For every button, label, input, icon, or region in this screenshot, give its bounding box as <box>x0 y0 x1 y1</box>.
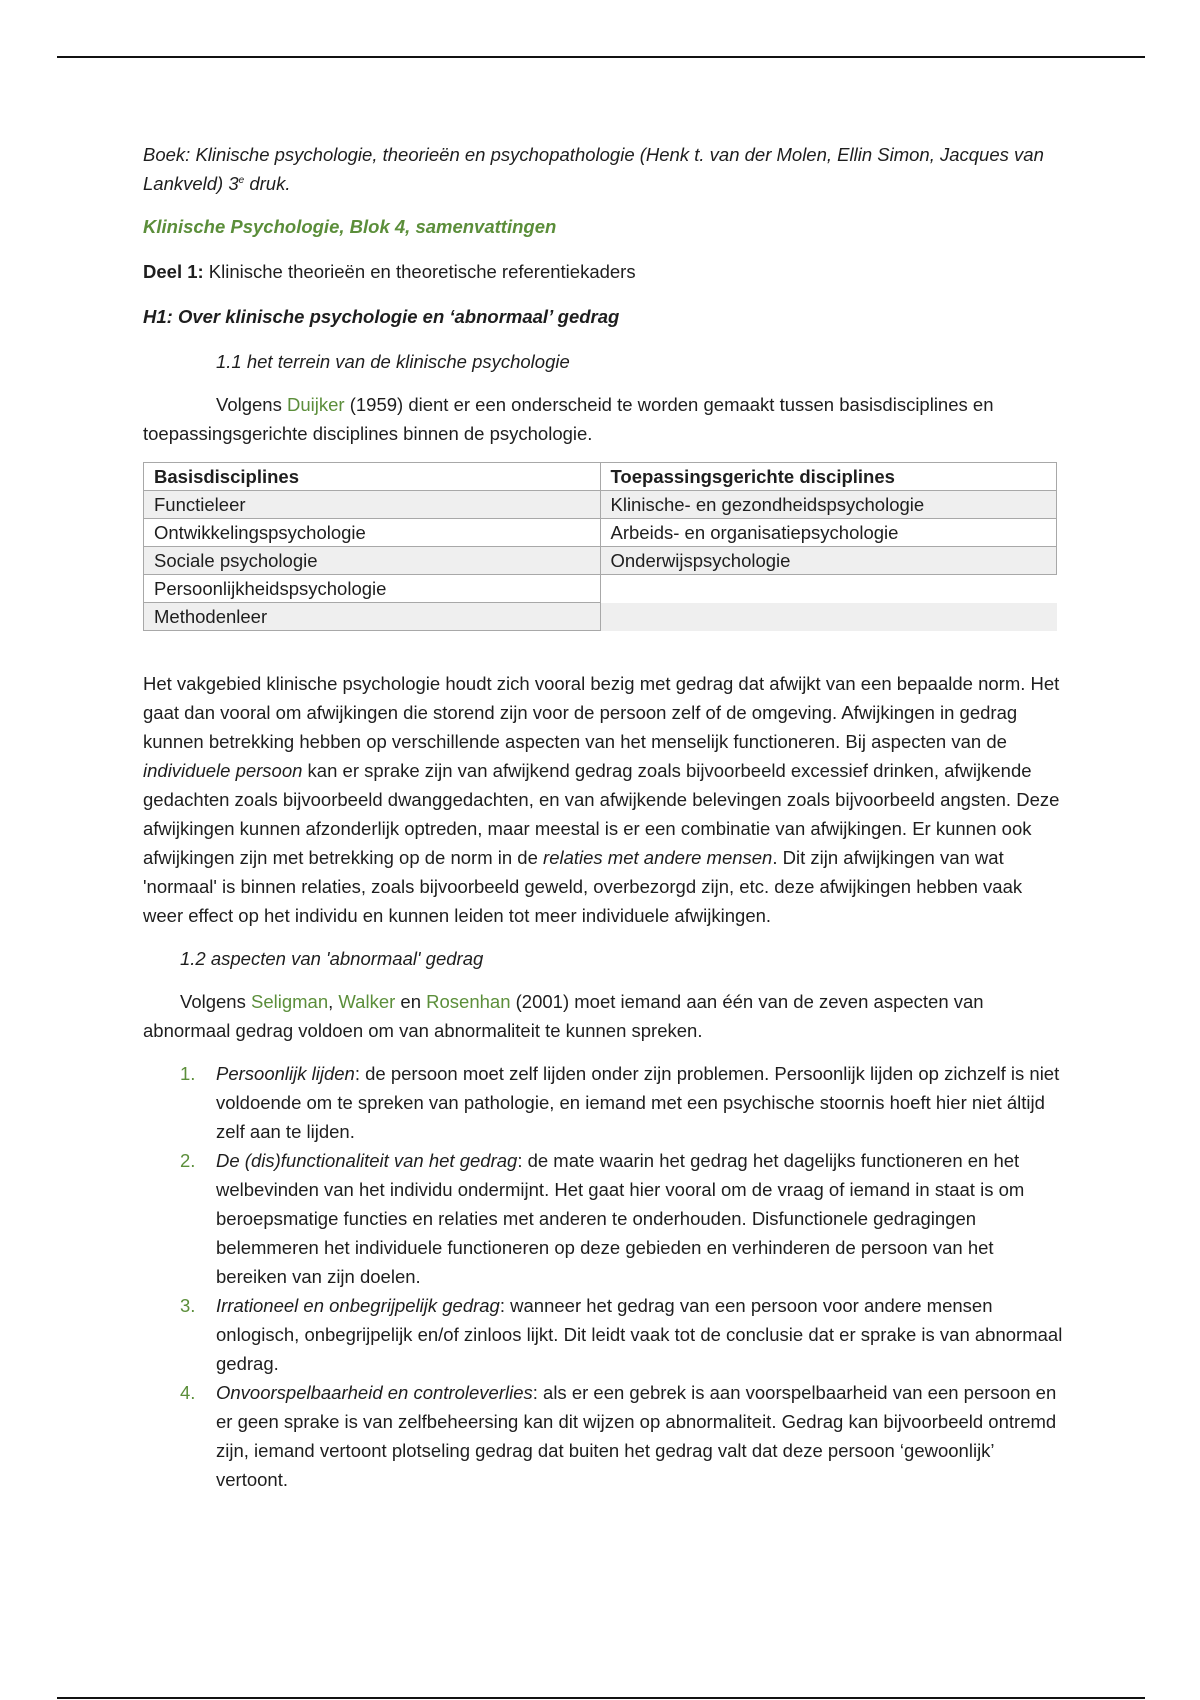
aspect-term: Onvoorspelbaarheid en controleverlies <box>216 1382 533 1403</box>
table-cell: Persoonlijkheidspsychologie <box>144 575 601 603</box>
table-cell-empty <box>600 575 1057 603</box>
section-1-2-title: 1.2 aspecten van 'abnormaal' gedrag <box>180 948 484 969</box>
table-row <box>144 547 1057 575</box>
author-seligman: Seligman <box>250 991 329 1012</box>
list-number: 3. <box>180 1295 196 1316</box>
list-number: 2. <box>180 1150 196 1171</box>
part-text: Klinische theorieën en theoretische referentiekaders <box>203 261 636 282</box>
section-1-1-intro: Volgens Duijker (1959) dient er een onderscheid te worden gemaakt tussen basisdisciplines en toepassingsgerichte disciplines binnen de psychologie. <box>143 394 994 444</box>
table-cell: Sociale psychologie <box>144 547 601 575</box>
table-row <box>144 603 1057 631</box>
table-header-cell: Basisdisciplines <box>144 463 601 491</box>
table-row <box>144 491 1057 519</box>
table-cell: Arbeids- en organisatiepsychologie <box>600 519 1057 547</box>
aspect-term: Persoonlijk lijden <box>216 1063 355 1084</box>
table-cell: Onderwijspsychologie <box>600 547 1057 575</box>
table-cell: Ontwikkelingspsychologie <box>144 519 601 547</box>
list-number: 4. <box>180 1382 196 1403</box>
aspects-list <box>143 1059 1063 1494</box>
part-heading <box>143 257 1063 286</box>
emphasis-relations: relaties met andere mensen <box>543 847 773 868</box>
section-1-2-intro: Volgens Seligman, Walker en Rosenhan (2001) moet iemand aan één van de zeven aspecten van abnormaal gedrag voldoen om van abnormaliteit te kunnen spreken. <box>143 991 984 1041</box>
part-label: Deel 1: <box>143 261 204 282</box>
list-item: 4. Onvoorspelbaarheid en controleverlies: als er een gebrek is aan voorspelbaarheid van een persoon en er geen sprake is van zelfbeheersing kan dit wijzen op abnormaliteit. Gedrag kan bijvoorbeeld ontremd zijn, iemand vertoont plotseling gedrag dat buiten het gedrag valt dat deze persoon ‘gewoonlijk’ vertoont. <box>143 1378 1063 1494</box>
table-cell-empty <box>600 603 1057 631</box>
list-number: 1. <box>180 1063 196 1084</box>
header-rule <box>57 56 1145 58</box>
table-row <box>144 575 1057 603</box>
footer-rule <box>57 1697 1145 1699</box>
table-cell: Methodenleer <box>144 603 601 631</box>
emphasis-individual: individuele persoon <box>143 760 303 781</box>
author-duijker: Duijker <box>286 394 345 415</box>
disciplines-table <box>143 462 1057 631</box>
table-cell: Functieleer <box>144 491 601 519</box>
body-paragraph: Het vakgebied klinische psychologie houdt zich vooral bezig met gedrag dat afwijkt van een bepaalde norm. Het gaat dan vooral om afwijkingen die storend zijn voor de persoon zelf of de omgeving. Afwijkingen in gedrag kunnen betrekking hebben op verschillende aspecten van het menselijk functioneren. Bij aspecten van de individuele persoon kan er sprake zijn van afwijkend gedrag zoals bijvoorbeeld excessief drinken, afwijkende gedachten zoals bijvoorbeeld dwanggedachten, en van afwijkende belevingen zoals bijvoorbeeld angsten. Deze afwijkingen kunnen afzonderlijk optreden, maar meestal is er een combinatie van afwijkingen. Er kunnen ook afwijkingen zijn met betrekking op de norm in de relaties met andere mensen. Dit zijn afwijkingen van wat 'normaal' is binnen relaties, zoals bijvoorbeeld geweld, overbezorgd zijn, etc. deze afwijkingen hebben vaak weer effect op het individu en kunnen leiden tot meer individuele afwijkingen. <box>143 673 1060 926</box>
author-rosenhan: Rosenhan <box>426 991 511 1012</box>
course-title: Klinische Psychologie, Blok 4, samenvattingen <box>143 216 557 237</box>
table-cell: Klinische- en gezondheidspsychologie <box>600 491 1057 519</box>
section-1-1-title: 1.1 het terrein van de klinische psychologie <box>216 351 570 372</box>
book-reference: Boek: Klinische psychologie, theorieën en psychopathologie (Henk t. van der Molen, Ellin Simon, Jacques van Lankveld) 3e druk. <box>143 144 1044 194</box>
edition-superscript: e <box>238 174 245 186</box>
author-walker: Walker <box>338 991 396 1012</box>
table-header-cell: Toepassingsgerichte disciplines <box>600 463 1057 491</box>
document-body <box>143 140 1063 1494</box>
aspect-term: De (dis)functionaliteit van het gedrag <box>216 1150 518 1171</box>
list-item: 2. De (dis)functionaliteit van het gedrag: de mate waarin het gedrag het dagelijks functioneren en het welbevinden van het individu ondermijnt. Het gaat hier vooral om de vraag of iemand in staat is om beroepsmatige functies en relaties met anderen te onderhouden. Disfunctionele gedragingen belemmeren het individuele functioneren op deze gebieden en verhinderen de persoon van het bereiken van zijn doelen. <box>143 1146 1063 1291</box>
list-item: 3. Irrationeel en onbegrijpelijk gedrag: wanneer het gedrag van een persoon voor andere mensen onlogisch, onbegrijpelijk en/of zinloos lijkt. Dit leidt vaak tot de conclusie dat er sprake is van abnormaal gedrag. <box>143 1291 1063 1378</box>
table-row <box>144 519 1057 547</box>
table-header-row <box>144 463 1057 491</box>
chapter-title: H1: Over klinische psychologie en ‘abnormaal’ gedrag <box>143 306 620 327</box>
list-item: 1. Persoonlijk lijden: de persoon moet zelf lijden onder zijn problemen. Persoonlijk lijden op zichzelf is niet voldoende om te spreken van pathologie, en iemand met een psychische stoornis hoeft hier niet áltijd zelf aan te lijden. <box>143 1059 1063 1146</box>
aspect-term: Irrationeel en onbegrijpelijk gedrag <box>216 1295 500 1316</box>
